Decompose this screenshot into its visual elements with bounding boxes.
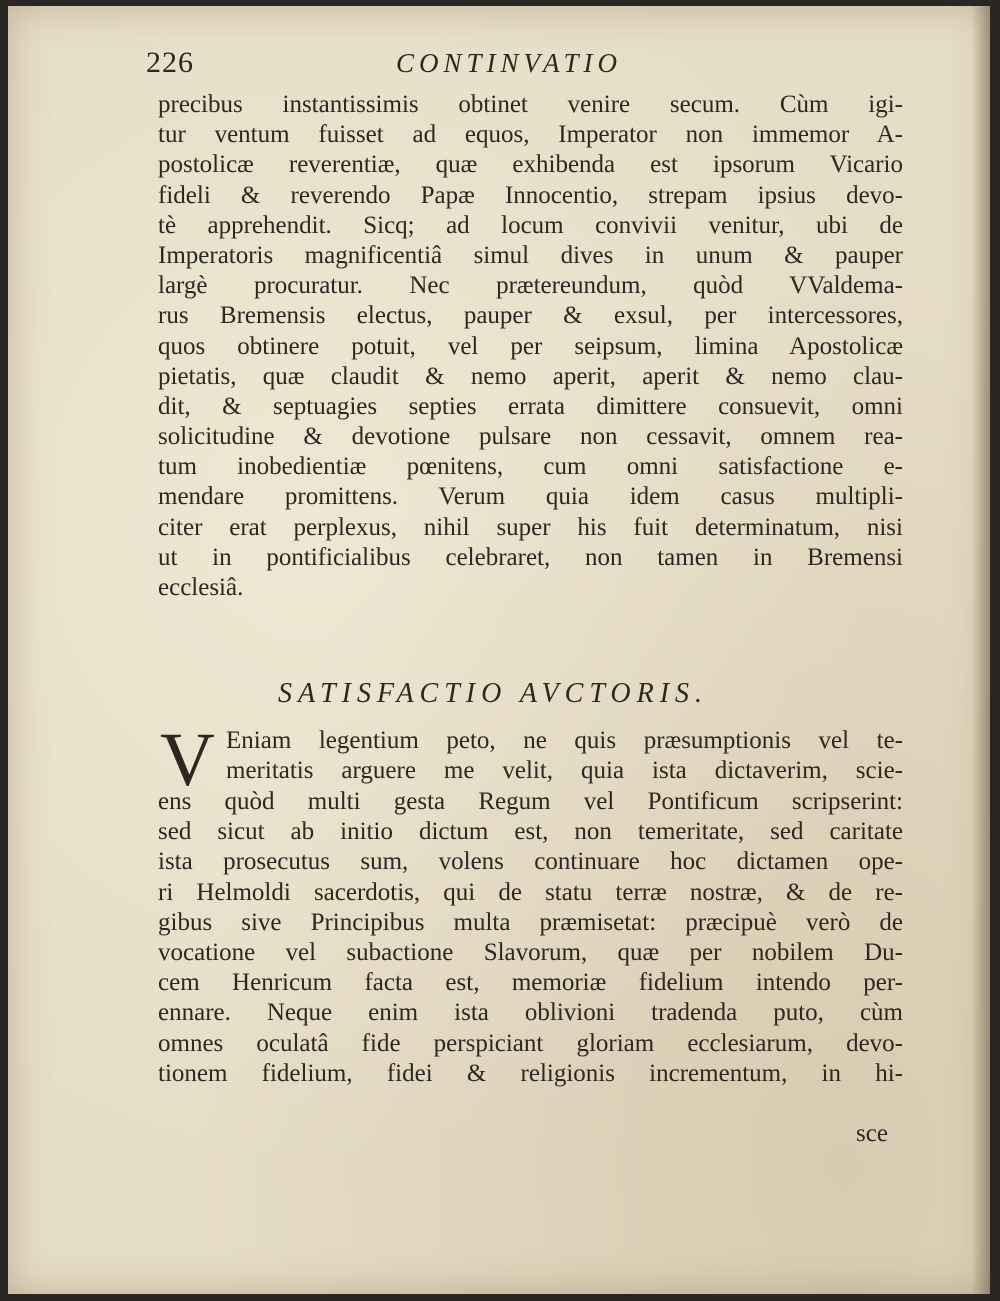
- text-line: largè procuratur. Nec prætereundum, quòd VValdema-: [158, 272, 903, 300]
- text-line: rus Bremensis electus, pauper & exsul, per intercessores,: [158, 302, 903, 330]
- text-line: vocatione vel subactione Slavorum, quæ per nobilem Du-: [158, 938, 903, 966]
- text-line: precibus instantissimis obtinet venire secum. Cùm igi-: [158, 91, 903, 118]
- text-line: ut in pontificialibus celebraret, non tamen in Bremensi: [158, 543, 903, 571]
- drop-cap: V: [160, 718, 215, 802]
- text-line: cem Henricum facta est, memoriæ fidelium intendo per-: [158, 969, 903, 997]
- text-line: ecclesiâ.: [158, 574, 244, 601]
- text-line: tionem fidelium, fidei & religionis incrementum, in hi-: [158, 1059, 903, 1087]
- text-line: solicitudine & devotione pulsare non cessavit, omnem rea-: [158, 423, 903, 451]
- section-heading: SATISFACTIO AVCTORIS.: [278, 678, 709, 709]
- page-edge-shadow: [972, 6, 990, 1294]
- book-page: [8, 6, 990, 1294]
- text-line: quos obtinere potuit, vel per seipsum, limina Apostolicæ: [158, 332, 903, 360]
- text-line: gibus sive Principibus multa præmisetat: præcipuè verò de: [158, 908, 903, 936]
- text-line: pietatis, quæ claudit & nemo aperit, aperit & nemo clau-: [158, 362, 903, 390]
- text-line: postolicæ reverentiæ, quæ exhibenda est ipsorum Vicario: [158, 151, 903, 179]
- text-line: Imperatoris magnificentiâ simul dives in unum & pauper: [158, 241, 903, 269]
- paragraph-1: [158, 90, 903, 603]
- running-head: CONTINVATIO: [396, 48, 623, 78]
- text-line: tum inobedientiæ pœnitens, cum omni satisfactione e-: [158, 453, 903, 481]
- text-line: ennare. Neque enim ista oblivioni tradenda puto, cùm: [158, 999, 903, 1027]
- paragraph-2-indented: [226, 726, 903, 786]
- page-number: 226: [146, 46, 194, 79]
- text-line: ri Helmoldi sacerdotis, qui de statu terræ nostræ, & de re-: [158, 878, 903, 906]
- text-line: dit, & septuagies septies errata dimittere consuevit, omni: [158, 392, 903, 420]
- text-line: meritatis arguere me velit, quia ista dictaverim, scie-: [226, 757, 903, 785]
- text-line: Eniam legentium peto, ne quis præsumptionis vel te-: [226, 727, 903, 754]
- text-line: ens quòd multi gesta Regum vel Pontificum scripserint:: [158, 788, 903, 815]
- text-line: tur ventum fuisset ad equos, Imperator non immemor A-: [158, 121, 903, 149]
- catchword: sce: [856, 1120, 888, 1147]
- text-line: fideli & reverendo Papæ Innocentio, strepam ipsius devo-: [158, 181, 903, 209]
- paragraph-2: [158, 787, 903, 1089]
- text-line: citer erat perplexus, nihil super his fuit determinatum, nisi: [158, 513, 903, 541]
- text-line: ista prosecutus sum, volens continuare hoc dictamen ope-: [158, 848, 903, 876]
- text-line: tè apprehendit. Sicq; ad locum convivii venitur, ubi de: [158, 211, 903, 239]
- text-line: omnes oculatâ fide perspiciant gloriam ecclesiarum, devo-: [158, 1029, 903, 1057]
- page-header: [146, 44, 846, 88]
- text-line: mendare promittens. Verum quia idem casus multipli-: [158, 483, 903, 511]
- text-line: sed sicut ab initio dictum est, non temeritate, sed caritate: [158, 818, 903, 846]
